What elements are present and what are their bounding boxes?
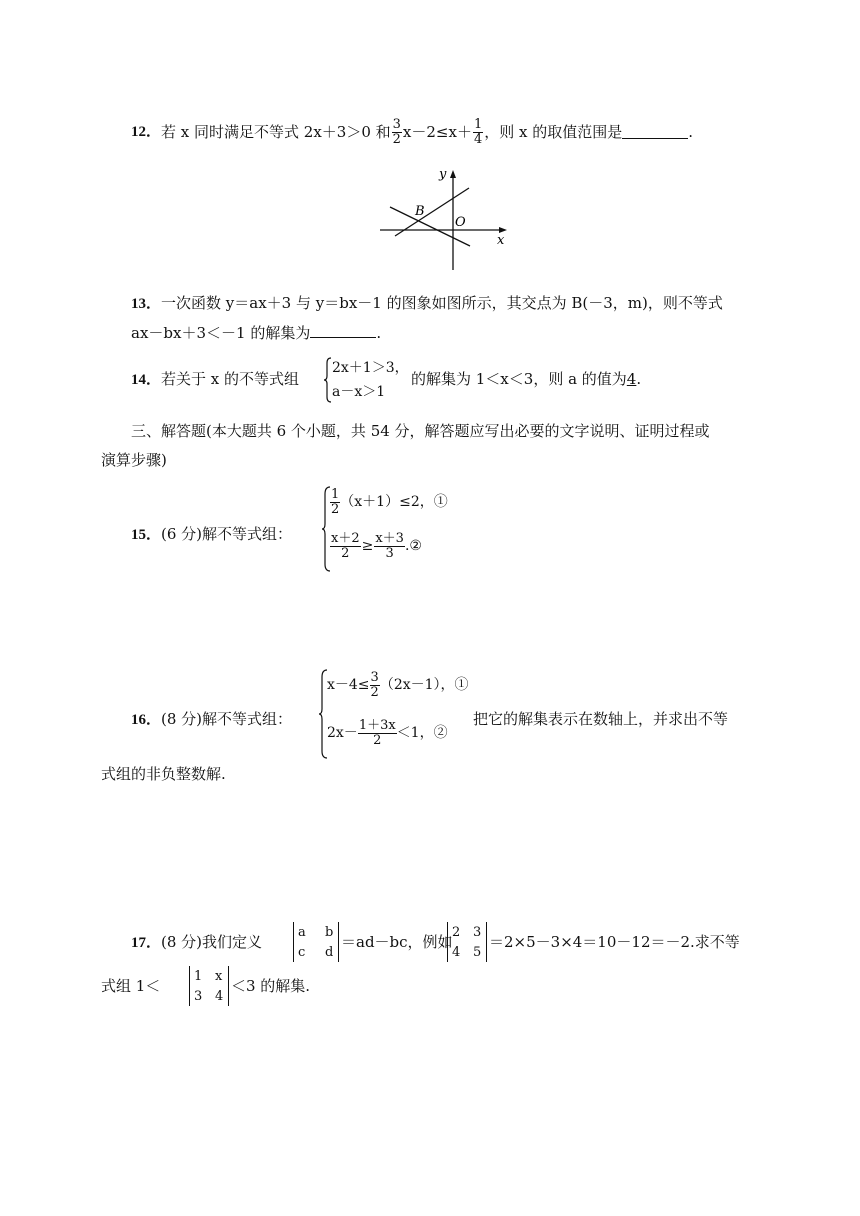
q16-equation-1	[327, 671, 469, 699]
y-axis-label: y	[439, 167, 447, 182]
question-13-line-1	[131, 296, 723, 312]
q14-text-prefix: 若关于 x 的不等式组	[161, 370, 300, 388]
question-15	[131, 486, 731, 572]
period: .	[376, 324, 382, 342]
period: .	[636, 370, 642, 388]
q17-text-p2: ＝ad－bc，例如	[341, 933, 453, 951]
q15-eq2-operator: ≥	[361, 538, 374, 555]
fraction-1-2: $\frac{1}{2}$	[331, 487, 340, 517]
q16-eq2-rest: ＜1，②	[396, 725, 448, 742]
determinant-abcd: a b c d	[293, 922, 339, 962]
q12-text-mid: x－2≤x＋	[402, 122, 472, 141]
origin-label: O	[455, 215, 466, 230]
determinant-1x34: 1 x 3 4	[189, 966, 229, 1006]
q15-equation-2	[330, 532, 422, 560]
q16-eq1-rest: （2x－1），①	[379, 677, 469, 694]
fraction-1-plus-3x-over-2: $\frac{1+3x}{2}$	[358, 718, 396, 748]
question-number: 14．	[131, 372, 162, 388]
question-14	[131, 357, 731, 403]
x-axis-label: x	[497, 233, 505, 248]
q13-text-line1: 一次函数 y＝ax＋3 与 y＝bx－1 的图象如图所示，其交点为 B(－3，m)，则不等式	[161, 294, 723, 312]
y-axis-arrow	[450, 170, 456, 178]
q12-text-prefix: 若 x 同时满足不等式 2x＋3＞0 和	[161, 122, 391, 141]
q15-eq2-rest: .②	[404, 538, 422, 555]
q16-text-after: 把它的解集表示在数轴上，并求出不等	[473, 710, 729, 728]
q13-text-line2: ax－bx＋3＜－1 的解集为	[131, 324, 311, 342]
q15-equation-1	[330, 488, 448, 516]
function-graph-figure	[375, 160, 515, 275]
q14-answer: 4	[626, 370, 637, 388]
fraction-x-plus-3-over-3: $\frac{x+3}{3}$	[375, 531, 404, 561]
q16-eq2-prefix: 2x－	[327, 725, 358, 742]
point-b-label: B	[415, 204, 425, 219]
question-12	[131, 112, 693, 152]
question-16	[131, 669, 751, 759]
question-number: 16．	[131, 712, 162, 728]
q12-text-suffix: ，则 x 的取值范围是	[484, 122, 623, 141]
question-number: 17．	[131, 935, 162, 951]
q14-equation-1: 2x＋1＞3，	[332, 360, 409, 376]
q14-text-mid: 的解集为 1＜x＜3，则 a 的值为	[411, 370, 627, 388]
q17-text-l2-pre: 式组 1＜	[101, 977, 161, 995]
question-number: 13．	[131, 296, 162, 312]
period: .	[688, 122, 694, 141]
section-3-heading-line-1: 三、解答题(本大题共 6 个小题，共 54 分，解答题应写出必要的文字说明、证明过程或	[131, 422, 710, 440]
answer-blank	[310, 325, 376, 338]
fraction-3-2: $\frac{3}{2}$	[392, 116, 401, 147]
q15-eq1-rest: （x＋1）≤2，①	[340, 494, 448, 511]
question-13-line-2	[131, 325, 381, 341]
question-number: 12．	[131, 123, 162, 140]
q16-label: (8 分)解不等式组：	[161, 710, 293, 728]
fraction-1-4: $\frac{1}{4}$	[473, 116, 483, 147]
section-3-heading-line-2: 演算步骤)	[101, 451, 167, 469]
determinant-2345: 2 3 4 5	[447, 922, 487, 962]
q17-text-l2-post: ＜3 的解集.	[231, 977, 311, 995]
question-17-line-1	[131, 922, 751, 962]
q17-text-p3: ＝2×5－3×4＝10－12＝－2.求不等	[489, 933, 740, 951]
answer-blank	[622, 126, 688, 139]
fraction-3-2: $\frac{3}{2}$	[370, 670, 379, 700]
q16-eq1-prefix: x－4≤	[327, 677, 370, 694]
q17-text-p1: (8 分)我们定义	[161, 933, 263, 951]
fraction-x-plus-2-over-2: $\frac{x+2}{2}$	[331, 531, 360, 561]
q14-equation-2: a－x＞1	[332, 384, 386, 400]
question-number: 15．	[131, 527, 162, 543]
q15-label: (6 分)解不等式组：	[161, 525, 293, 543]
left-brace	[324, 357, 332, 403]
q16-equation-2	[327, 719, 448, 747]
question-17-line-2	[101, 966, 501, 1006]
question-16-line-2: 式组的非负整数解.	[101, 765, 226, 783]
